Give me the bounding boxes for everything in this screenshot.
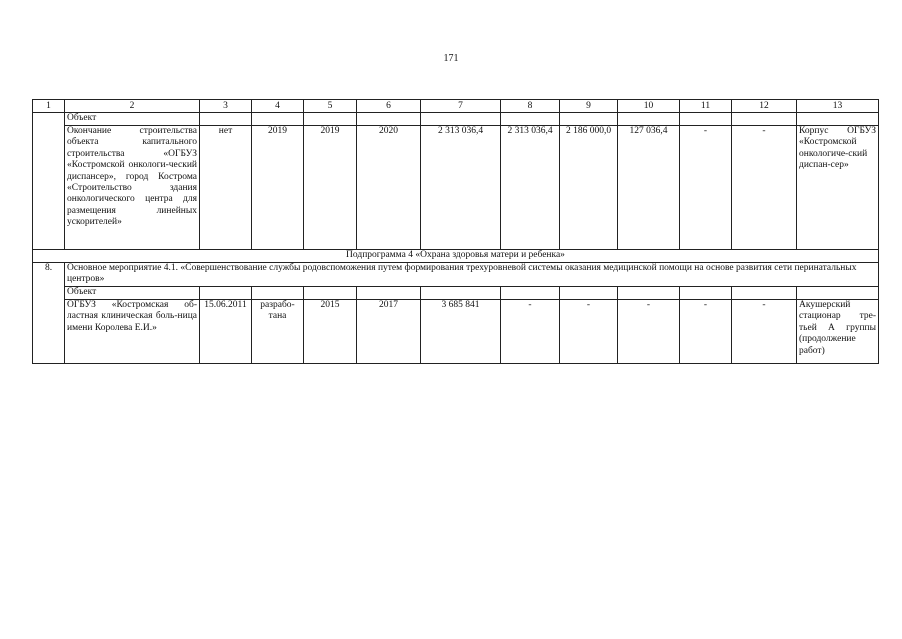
cell-col6: 2017 [357,300,421,364]
cell-col11: - [680,126,732,250]
object-label-row [33,113,879,126]
object-name: Окончание строительства объекта капитального строительства «ОГБУЗ «Костромской онкологи-ческий диспансер», город Кострома «Строительство здания онкологического центра для размещения линейных ускорителей» [65,126,200,250]
object-label: Объект [65,287,200,300]
header-cell: 9 [560,100,618,113]
cell-col3: 15.06.2011 [200,300,252,364]
cell-col3: нет [200,126,252,250]
header-cell: 12 [732,100,797,113]
cell-col10: - [618,300,680,364]
cell-col12: - [732,126,797,250]
row-number-cell [33,113,65,250]
cell-col13: Корпус ОГБУЗ «Костромской онкологиче-ский диспан-сер» [797,126,879,250]
measure-description: Основное мероприятие 4.1. «Совершенствование службы родовспоможения путем формирования трехуровневой системы оказания медицинской помощи на основе развития сети перинатальных центров» [65,263,879,287]
header-cell: 4 [252,100,304,113]
object-label: Объект [65,113,200,126]
cell-col9: - [560,300,618,364]
header-cell: 7 [421,100,501,113]
page-number: 171 [443,53,459,64]
cell-col5: 2019 [304,126,357,250]
table-row [33,300,879,364]
cell-col12: - [732,300,797,364]
header-cell: 1 [33,100,65,113]
object-label-row [33,287,879,300]
cell-col8: - [501,300,560,364]
objects-table [32,99,879,364]
header-row [33,100,879,113]
cell-col9: 2 186 000,0 [560,126,618,250]
header-cell: 6 [357,100,421,113]
cell-col5: 2015 [304,300,357,364]
cell-col6: 2020 [357,126,421,250]
header-cell: 3 [200,100,252,113]
subprogram-row [33,250,879,263]
cell-col4: 2019 [252,126,304,250]
object-name: ОГБУЗ «Костромская об-ластная клиническая боль-ница имени Королева Е.И.» [65,300,200,364]
row-number: 8. [33,263,65,364]
subprogram-title: Подпрограмма 4 «Охрана здоровья матери и ребенка» [33,250,879,263]
table-row [33,126,879,250]
header-cell: 11 [680,100,732,113]
header-cell: 5 [304,100,357,113]
header-cell: 8 [501,100,560,113]
cell-col7: 2 313 036,4 [421,126,501,250]
cell-col8: 2 313 036,4 [501,126,560,250]
header-cell: 13 [797,100,879,113]
header-cell: 10 [618,100,680,113]
header-cell: 2 [65,100,200,113]
cell-col10: 127 036,4 [618,126,680,250]
cell-col4: разрабо-тана [252,300,304,364]
cell-col11: - [680,300,732,364]
measure-row [33,263,879,287]
cell-col13: Акушерский стационар тре-тьей А группы (продолжение работ) [797,300,879,364]
cell-col7: 3 685 841 [421,300,501,364]
